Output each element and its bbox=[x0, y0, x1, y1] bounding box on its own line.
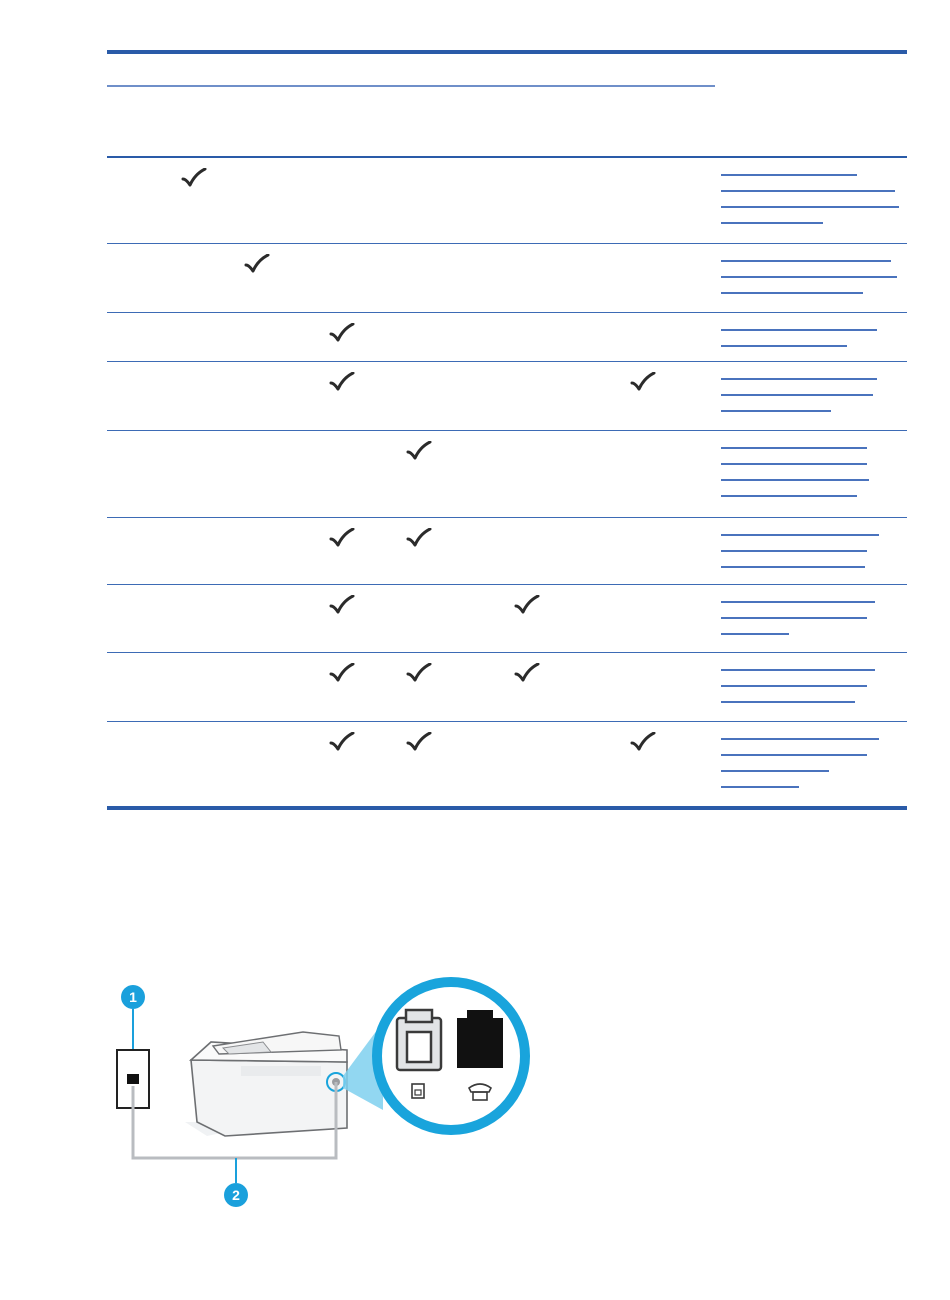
link-text-line[interactable] bbox=[721, 410, 831, 412]
link-text-line[interactable] bbox=[721, 260, 891, 262]
see-reference-link[interactable] bbox=[721, 597, 907, 649]
see-reference-link[interactable] bbox=[721, 256, 907, 308]
see-reference-link[interactable] bbox=[721, 665, 907, 717]
link-text-line[interactable] bbox=[721, 292, 863, 294]
link-text-line[interactable] bbox=[721, 345, 847, 347]
table-row bbox=[107, 431, 907, 518]
link-text-line[interactable] bbox=[721, 394, 873, 396]
link-text-line[interactable] bbox=[721, 601, 875, 603]
link-text-line[interactable] bbox=[721, 617, 867, 619]
zoom-detail bbox=[377, 982, 525, 1130]
checkmark-icon bbox=[406, 441, 432, 461]
link-text-line[interactable] bbox=[721, 190, 895, 192]
table-row bbox=[107, 653, 907, 722]
link-text-line[interactable] bbox=[721, 378, 877, 380]
link-text-line[interactable] bbox=[721, 550, 867, 552]
checkmark-icon bbox=[329, 595, 355, 615]
link-text-line[interactable] bbox=[721, 463, 867, 465]
checkmark-icon bbox=[329, 663, 355, 683]
table-row bbox=[107, 158, 907, 244]
callout-2-label: 2 bbox=[232, 1187, 240, 1203]
link-text-line[interactable] bbox=[721, 447, 867, 449]
see-reference-link[interactable] bbox=[721, 170, 907, 238]
checkmark-icon bbox=[329, 372, 355, 392]
link-text-line[interactable] bbox=[721, 669, 875, 671]
link-text-line[interactable] bbox=[721, 754, 867, 756]
callout-1 bbox=[121, 985, 145, 1050]
checkmark-icon bbox=[329, 528, 355, 548]
fax-setup-illustration bbox=[107, 970, 547, 1220]
checkmark-icon bbox=[329, 323, 355, 343]
link-text-line[interactable] bbox=[721, 206, 899, 208]
table-row bbox=[107, 585, 907, 653]
link-text-line[interactable] bbox=[721, 685, 867, 687]
see-reference-link[interactable] bbox=[721, 530, 907, 582]
link-text-line[interactable] bbox=[721, 633, 789, 635]
link-text-line[interactable] bbox=[721, 738, 879, 740]
checkmark-icon bbox=[329, 732, 355, 752]
checkmark-icon bbox=[630, 732, 656, 752]
fax-setup-figure bbox=[107, 970, 547, 1220]
link-text-line[interactable] bbox=[721, 495, 857, 497]
checkmark-icon bbox=[406, 732, 432, 752]
link-text-line[interactable] bbox=[721, 701, 855, 703]
link-text-line[interactable] bbox=[721, 222, 823, 224]
printer-illustration bbox=[185, 1032, 347, 1136]
checkmark-icon bbox=[181, 168, 207, 188]
callout-2 bbox=[224, 1183, 248, 1207]
checkmark-icon bbox=[514, 595, 540, 615]
table-row bbox=[107, 244, 907, 313]
checkmark-icon bbox=[244, 254, 270, 274]
header-group-underline bbox=[107, 85, 715, 87]
see-reference-link[interactable] bbox=[721, 374, 907, 426]
link-text-line[interactable] bbox=[721, 276, 897, 278]
table-row bbox=[107, 362, 907, 431]
link-text-line[interactable] bbox=[721, 770, 829, 772]
table-row bbox=[107, 518, 907, 585]
link-text-line[interactable] bbox=[721, 174, 857, 176]
checkmark-icon bbox=[406, 663, 432, 683]
callout-1-label: 1 bbox=[129, 989, 137, 1005]
link-text-line[interactable] bbox=[721, 479, 869, 481]
link-text-line[interactable] bbox=[721, 786, 799, 788]
table-row bbox=[107, 722, 907, 806]
table-header bbox=[107, 54, 907, 157]
link-text-line[interactable] bbox=[721, 566, 865, 568]
checkmark-icon bbox=[630, 372, 656, 392]
link-text-line[interactable] bbox=[721, 534, 879, 536]
see-reference-link[interactable] bbox=[721, 443, 907, 511]
checkmark-icon bbox=[514, 663, 540, 683]
table-row bbox=[107, 313, 907, 362]
see-reference-link[interactable] bbox=[721, 325, 907, 361]
link-text-line[interactable] bbox=[721, 329, 877, 331]
table-bottom-rule bbox=[107, 806, 907, 810]
see-reference-link[interactable] bbox=[721, 734, 907, 802]
checkmark-icon bbox=[406, 528, 432, 548]
